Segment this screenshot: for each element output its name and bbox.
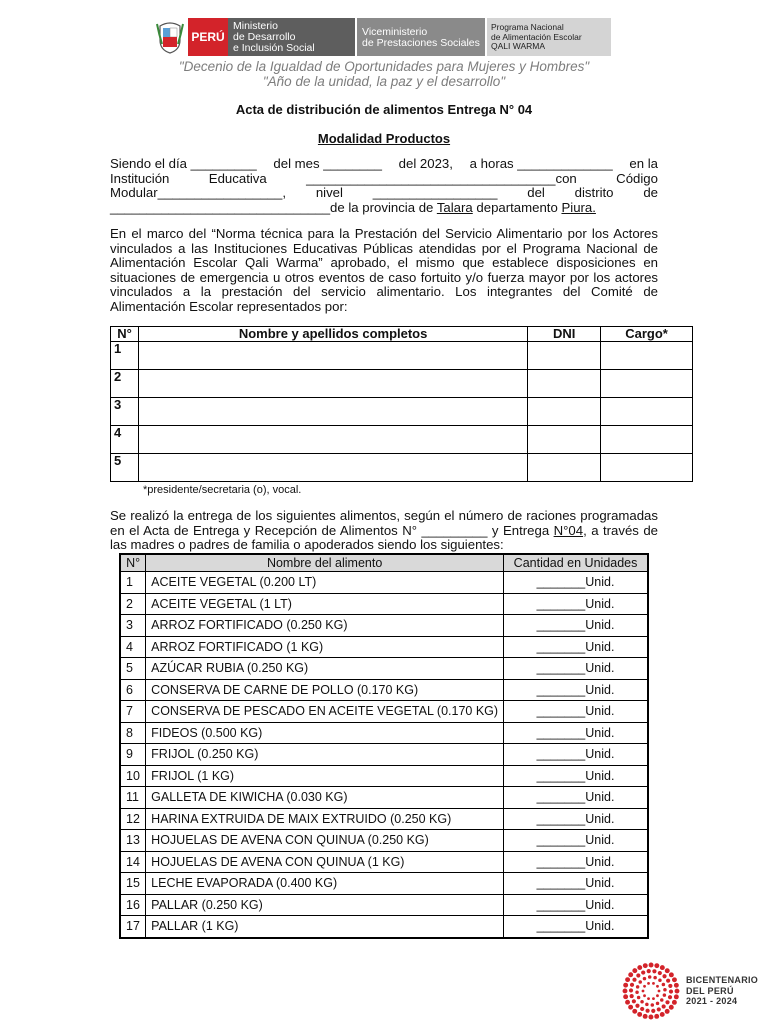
food-quantity-field[interactable]: _______Unid. xyxy=(504,916,648,938)
programa-label: Programa Nacional de Alimentación Escolar QALI WARMA xyxy=(487,18,611,56)
food-quantity-field[interactable]: _______Unid. xyxy=(504,830,648,852)
table-row xyxy=(120,851,648,873)
food-quantity-field[interactable]: _______Unid. xyxy=(504,572,648,594)
food-quantity-field[interactable]: _______Unid. xyxy=(504,787,648,809)
committee-header-row xyxy=(111,327,693,342)
food-name: CONSERVA DE CARNE DE POLLO (0.170 KG) xyxy=(146,679,504,701)
table-row xyxy=(120,873,648,895)
committee-col-n: N° xyxy=(111,327,139,342)
table-row xyxy=(120,701,648,723)
food-name: FRIJOL (0.250 KG) xyxy=(146,744,504,766)
food-number: 14 xyxy=(120,851,146,873)
entrega-paragraph: Se realizó la entrega de los siguientes alimentos, según el número de raciones programadas en el Acta de Entrega y Recepción de Alimentos N° _________ y Entrega N°04, a través de las madres o padres de familia o apoderados siendo los siguientes: xyxy=(110,508,658,553)
table-row: 5 xyxy=(111,454,693,482)
table-row xyxy=(120,830,648,852)
table-row xyxy=(120,744,648,766)
table-row: 4 xyxy=(111,426,693,454)
marco-paragraph: En el marco del “Norma técnica para la Prestación del Servicio Alimentario por los Actores vinculados a las Instituciones Educativas Públicas atendidas por el Programa Nacional de Alimentación Escolar Qali Warma” aprobado, el mismo que establece disposiciones en situaciones de emergencia u otros eventos de caso fortuito y/o fuerza mayor por los actores vinculados a la prestación del servicio alimentario. Los integrantes del Comité de Alimentación Escolar representados por: xyxy=(110,226,658,314)
peru-label: PERÚ xyxy=(188,18,228,56)
food-name: PALLAR (0.250 KG) xyxy=(146,894,504,916)
food-number: 4 xyxy=(120,636,146,658)
food-name: ARROZ FORTIFICADO (0.250 KG) xyxy=(146,615,504,637)
cargo-note: *presidente/secretaria (o), vocal. xyxy=(143,484,302,496)
food-name: HOJUELAS DE AVENA CON QUINUA (1 KG) xyxy=(146,851,504,873)
document-title: Acta de distribución de alimentos Entrega N° 04 xyxy=(235,102,533,117)
food-name: GALLETA DE KIWICHA (0.030 KG) xyxy=(146,787,504,809)
committee-col-cargo: Cargo* xyxy=(601,327,693,342)
food-number: 5 xyxy=(120,658,146,680)
table-row xyxy=(120,593,648,615)
foods-col-name: Nombre del alimento xyxy=(146,554,504,572)
table-row: 2 xyxy=(111,370,693,398)
food-number: 7 xyxy=(120,701,146,723)
food-name: HOJUELAS DE AVENA CON QUINUA (0.250 KG) xyxy=(146,830,504,852)
table-row: 1 xyxy=(111,342,693,370)
table-row xyxy=(120,787,648,809)
foods-table xyxy=(119,553,649,939)
food-quantity-field[interactable]: _______Unid. xyxy=(504,658,648,680)
table-row xyxy=(120,615,648,637)
table-row xyxy=(120,916,648,938)
food-name: CONSERVA DE PESCADO EN ACEITE VEGETAL (0.170 KG) xyxy=(146,701,504,723)
food-quantity-field[interactable]: _______Unid. xyxy=(504,851,648,873)
table-row xyxy=(120,722,648,744)
committee-col-dni: DNI xyxy=(528,327,601,342)
foods-col-n: N° xyxy=(120,554,146,572)
food-name: ARROZ FORTIFICADO (1 KG) xyxy=(146,636,504,658)
food-number: 9 xyxy=(120,744,146,766)
table-row xyxy=(120,572,648,594)
food-name: FIDEOS (0.500 KG) xyxy=(146,722,504,744)
food-number: 1 xyxy=(120,572,146,594)
bicentenario-logo: BICENTENARIO DEL PERÚ 2021 - 2024 xyxy=(622,962,758,1020)
document-subtitle: Modalidad Productos xyxy=(317,131,451,146)
food-quantity-field[interactable]: _______Unid. xyxy=(504,701,648,723)
food-number: 17 xyxy=(120,916,146,938)
food-name: ACEITE VEGETAL (0.200 LT) xyxy=(146,572,504,594)
table-row xyxy=(120,658,648,680)
food-quantity-field[interactable]: _______Unid. xyxy=(504,808,648,830)
food-number: 15 xyxy=(120,873,146,895)
food-number: 8 xyxy=(120,722,146,744)
food-quantity-field[interactable]: _______Unid. xyxy=(504,615,648,637)
table-row xyxy=(120,808,648,830)
food-number: 16 xyxy=(120,894,146,916)
committee-col-name: Nombre y apellidos completos xyxy=(138,327,527,342)
table-row xyxy=(120,765,648,787)
foods-header-row xyxy=(120,554,648,572)
decenio-text: "Decenio de la Igualdad de Oportunidades para Mujeres y Hombres" "Año de la unidad, la paz y el desarrollo" xyxy=(178,59,590,89)
food-quantity-field[interactable]: _______Unid. xyxy=(504,744,648,766)
food-quantity-field[interactable]: _______Unid. xyxy=(504,873,648,895)
food-number: 6 xyxy=(120,679,146,701)
food-number: 3 xyxy=(120,615,146,637)
bicentenario-emblem-icon xyxy=(622,962,680,1020)
header-logos xyxy=(156,18,611,56)
food-quantity-field[interactable]: _______Unid. xyxy=(504,593,648,615)
food-number: 2 xyxy=(120,593,146,615)
food-quantity-field[interactable]: _______Unid. xyxy=(504,636,648,658)
coat-of-arms-icon xyxy=(156,20,184,54)
ministerio-label: Ministerio de Desarrollo e Inclusión Social xyxy=(228,18,355,56)
food-name: PALLAR (1 KG) xyxy=(146,916,504,938)
food-number: 10 xyxy=(120,765,146,787)
table-row xyxy=(120,636,648,658)
fill-in-paragraph: Siendo el día _________ del mes ________ del 2023, a horas _____________ en la Institución Educativa __________________________________con Código Modular_________________, nivel _________________ del distrito de ______________________________de la provincia de Talara departamento Piura. xyxy=(110,156,658,215)
food-quantity-field[interactable]: _______Unid. xyxy=(504,679,648,701)
committee-table xyxy=(110,326,693,482)
food-name: HARINA EXTRUIDA DE MAIX EXTRUIDO (0.250 KG) xyxy=(146,808,504,830)
food-name: AZÚCAR RUBIA (0.250 KG) xyxy=(146,658,504,680)
food-number: 13 xyxy=(120,830,146,852)
food-name: ACEITE VEGETAL (1 LT) xyxy=(146,593,504,615)
viceministerio-label: Viceministerio de Prestaciones Sociales xyxy=(357,18,485,56)
food-number: 11 xyxy=(120,787,146,809)
table-row xyxy=(120,894,648,916)
table-row: 3 xyxy=(111,398,693,426)
food-quantity-field[interactable]: _______Unid. xyxy=(504,765,648,787)
food-name: FRIJOL (1 KG) xyxy=(146,765,504,787)
food-quantity-field[interactable]: _______Unid. xyxy=(504,722,648,744)
food-number: 12 xyxy=(120,808,146,830)
food-name: LECHE EVAPORADA (0.400 KG) xyxy=(146,873,504,895)
food-quantity-field[interactable]: _______Unid. xyxy=(504,894,648,916)
foods-col-qty: Cantidad en Unidades xyxy=(504,554,648,572)
table-row xyxy=(120,679,648,701)
